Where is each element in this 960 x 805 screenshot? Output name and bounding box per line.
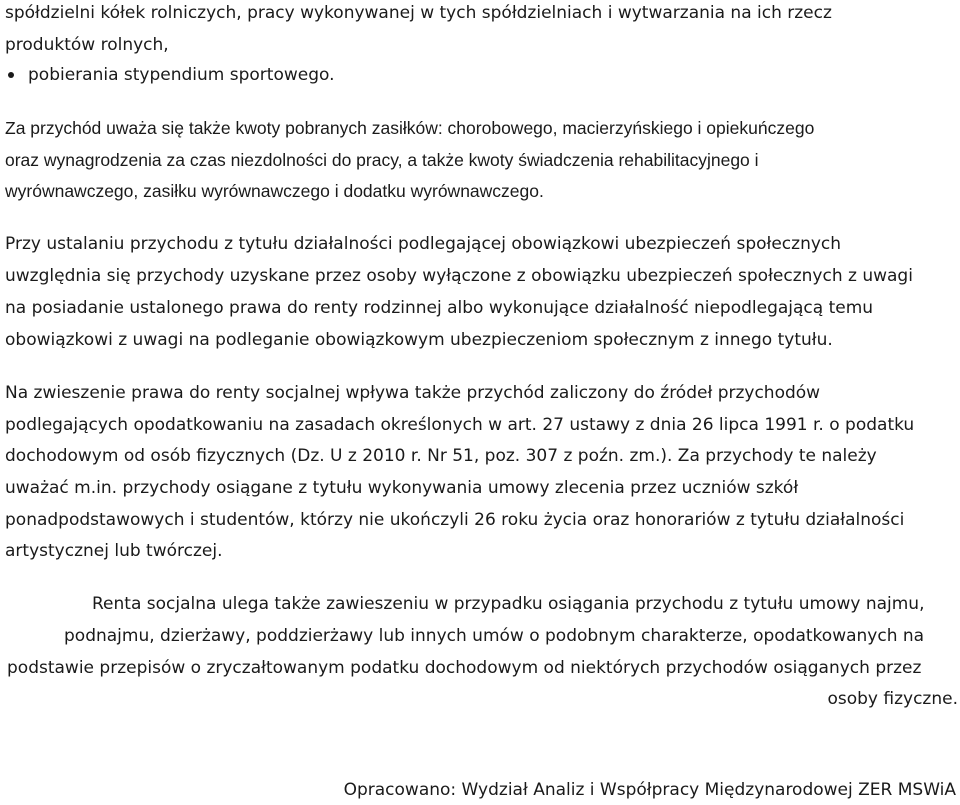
paragraph-1-line: oraz wynagrodzenia za czas niezdolności do pracy, a także kwoty świadczenia rehabilitacyjnego i <box>5 150 759 170</box>
paragraph-3-line: Na zwieszenie prawa do renty socjalnej wpływa także przychód zaliczony do źródeł przychodów <box>5 383 821 403</box>
paragraph-4-line: podnajmu, dzierżawy, poddzierżawy lub innych umów o podobnym charakterze, opodatkowanych na <box>64 626 925 646</box>
paragraph-1-line: wyrównawczego, zasiłku wyrównawczego i dodatku wyrównawczego. <box>5 181 544 201</box>
paragraph-3-line: uważać m.in. przychody osiągane z tytułu wykonywania umowy zlecenia przez uczniów szkół <box>5 478 799 498</box>
bullet-item: pobierania stypendium sportowego. <box>28 65 335 85</box>
paragraph-3-line: dochodowym od osób fizycznych (Dz. U z 2010 r. Nr 51, poz. 307 z poźn. zm.). Za przychody te należy <box>5 446 877 466</box>
paragraph-3-line: podlegających opodatkowaniu na zasadach określonych w art. 27 ustawy z dnia 26 lipca 1991 r. o podatku <box>5 415 915 435</box>
paragraph-3-line: artystycznej lub twórczej. <box>5 541 223 561</box>
bullet-icon <box>8 72 14 78</box>
intro-line: produktów rolnych, <box>5 35 169 55</box>
paragraph-4-line: osoby fizyczne. <box>827 689 958 709</box>
paragraph-4-line: podstawie przepisów o zryczałtowanym podatku dochodowym od niektórych przychodów osiąganych przez <box>7 658 922 678</box>
paragraph-2-line: Przy ustalaniu przychodu z tytułu działalności podlegającej obowiązkowi ubezpieczeń społecznych <box>5 234 842 254</box>
footer-credit: Opracowano: Wydział Analiz i Współpracy Międzynarodowej ZER MSWiA <box>343 780 956 800</box>
intro-line: spółdzielni kółek rolniczych, pracy wykonywanej w tych spółdzielniach i wytwarzania na ich rzecz <box>5 3 832 23</box>
paragraph-2-line: uwzględnia się przychody uzyskane przez osoby wyłączone z obowiązku ubezpieczeń społecznych z uwagi <box>5 266 913 286</box>
paragraph-2-line: na posiadanie ustalonego prawa do renty rodzinnej albo wykonujące działalność niepodlegającą temu <box>5 298 874 318</box>
paragraph-2-line: obowiązkowi z uwagi na podleganie obowiązkowym ubezpieczeniom społecznym z innego tytułu. <box>5 330 833 350</box>
paragraph-3-line: ponadpodstawowych i studentów, którzy nie ukończyli 26 roku życia oraz honorariów z tytułu działalności <box>5 510 905 530</box>
paragraph-1-line: Za przychód uważa się także kwoty pobranych zasiłków: chorobowego, macierzyńskiego i opiekuńczego <box>5 118 815 138</box>
paragraph-4-line: Renta socjalna ulega także zawieszeniu w przypadku osiągania przychodu z tytułu umowy najmu, <box>92 594 925 614</box>
